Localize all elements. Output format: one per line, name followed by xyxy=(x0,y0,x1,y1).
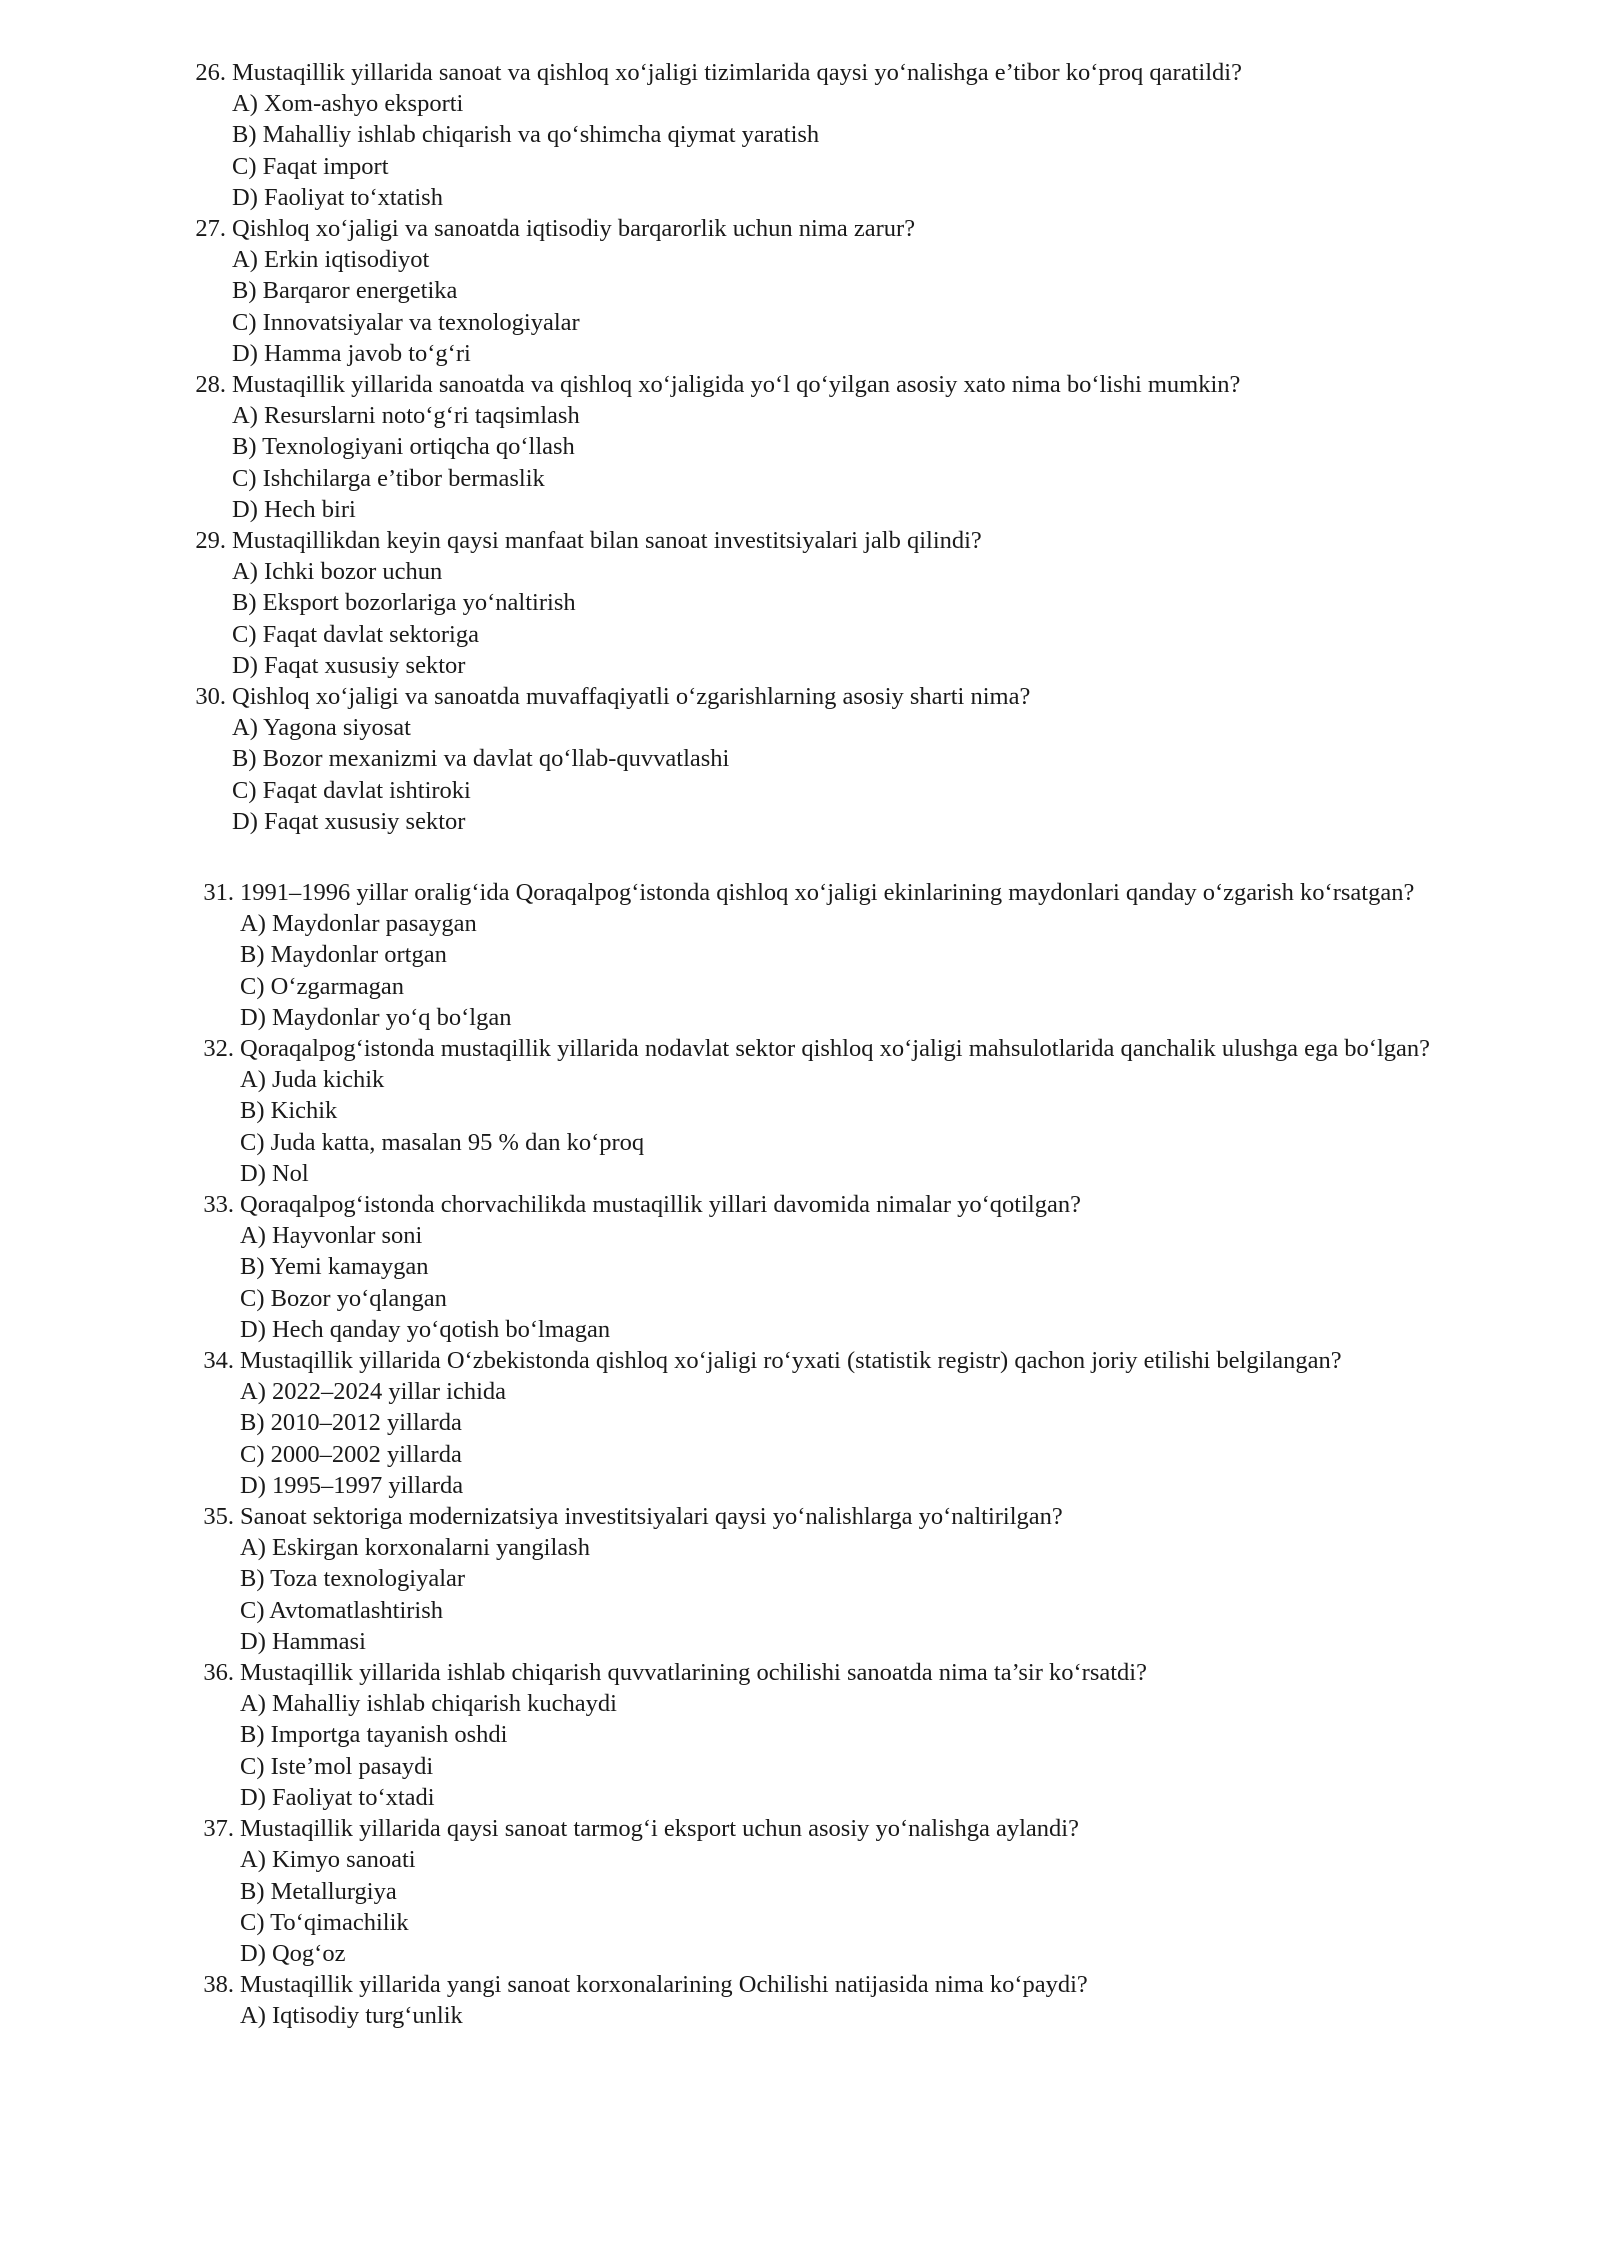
question-body xyxy=(232,369,1482,525)
answer-option: A) Yagona siyosat xyxy=(232,714,411,742)
question-text: Mustaqillik yillarida sanoat va qishloq xo‘jaligi tizimlarida qaysi yo‘nalishga e’tibor ko‘proq qaratildi? xyxy=(232,59,1242,86)
question-body xyxy=(240,1657,1490,1813)
question-item xyxy=(190,1657,1490,1813)
question-number: 30. xyxy=(195,683,226,711)
question-text: 1991–1996 yillar oralig‘ida Qoraqalpog‘istonda qishloq xo‘jaligi ekinlarining maydonlari qanday o‘zgarish ko‘rsatgan? xyxy=(240,879,1415,906)
answer-option: A) Maydonlar pasaygan xyxy=(240,910,477,938)
answer-option: B) Barqaror energetika xyxy=(232,277,458,305)
answer-option: B) Bozor mexanizmi va davlat qo‘llab-quvvatlashi xyxy=(232,745,730,773)
answer-option: D) Faoliyat to‘xtadi xyxy=(240,1783,435,1811)
answer-option: D) Hech biri xyxy=(232,495,356,523)
answer-option: B) Importga tayanish oshdi xyxy=(240,1721,508,1749)
answer-option: C) Juda katta, masalan 95 % dan ko‘proq xyxy=(240,1128,645,1156)
answer-option: D) Hamma javob to‘g‘ri xyxy=(232,339,471,367)
question-item xyxy=(182,213,1482,369)
answer-option: D) 1995–1997 yillarda xyxy=(240,1471,464,1499)
answer-option: A) Iqtisodiy turg‘unlik xyxy=(240,2002,463,2030)
question-item xyxy=(190,1501,1490,1657)
question-number: 27. xyxy=(195,215,226,243)
question-number: 26. xyxy=(195,59,226,86)
answer-option: A) Hayvonlar soni xyxy=(240,1222,423,1250)
question-body xyxy=(240,1501,1490,1657)
answer-option: A) Juda kichik xyxy=(240,1066,385,1094)
question-text: Qoraqalpog‘istonda mustaqillik yillarida nodavlat sektor qishloq xo‘jaligi mahsulotlarida qanchalik ulushga ega bo‘lgan? xyxy=(240,1035,1431,1063)
question-text: Mustaqillik yillarida qaysi sanoat tarmog‘i eksport uchun asosiy yo‘nalishga aylandi? xyxy=(240,1815,1079,1843)
answer-option: D) Nol xyxy=(240,1159,309,1187)
answer-option: C) Iste’mol pasaydi xyxy=(240,1752,434,1780)
question-block-1 xyxy=(182,57,1482,837)
answer-option: D) Faqat xususiy sektor xyxy=(232,807,466,835)
question-text: Qoraqalpog‘istonda chorvachilikda mustaqillik yillari davomida nimalar yo‘qotilgan? xyxy=(240,1191,1081,1219)
answer-option: A) Xom-ashyo eksporti xyxy=(232,90,464,118)
question-number: 28. xyxy=(195,371,226,399)
question-number: 29. xyxy=(195,527,226,555)
answer-option: C) To‘qimachilik xyxy=(240,1908,409,1936)
answer-option: C) O‘zgarmagan xyxy=(240,972,404,1000)
answer-option: A) Kimyo sanoati xyxy=(240,1846,416,1874)
answer-option: D) Faqat xususiy sektor xyxy=(232,651,466,679)
question-item xyxy=(190,1969,1490,2031)
question-body xyxy=(240,877,1490,1033)
question-body xyxy=(240,1033,1490,1189)
question-number: 38. xyxy=(203,1971,234,1999)
answer-option: C) Faqat import xyxy=(232,152,389,180)
answer-option: B) Yemi kamaygan xyxy=(240,1253,429,1281)
question-item xyxy=(182,57,1482,213)
answer-option: A) Resurslarni noto‘g‘ri taqsimlash xyxy=(232,402,580,430)
answer-option: A) Eskirgan korxonalarni yangilash xyxy=(240,1534,590,1562)
question-body xyxy=(240,1345,1490,1501)
answer-option: B) Mahalliy ishlab chiqarish va qo‘shimcha qiymat yaratish xyxy=(232,121,820,149)
answer-option: A) Ichki bozor uchun xyxy=(232,558,443,586)
question-item xyxy=(190,877,1490,1033)
question-body xyxy=(232,213,1482,369)
answer-option: C) Bozor yo‘qlangan xyxy=(240,1284,447,1312)
question-body xyxy=(240,1813,1490,1969)
question-item xyxy=(190,1033,1490,1189)
answer-option: B) 2010–2012 yillarda xyxy=(240,1409,462,1437)
answer-option: C) Faqat davlat sektoriga xyxy=(232,620,479,648)
question-body xyxy=(232,57,1482,213)
answer-option: D) Qog‘oz xyxy=(240,1939,346,1967)
question-text: Qishloq xo‘jaligi va sanoatda muvaffaqiyatli o‘zgarishlarning asosiy sharti nima? xyxy=(232,683,1031,711)
question-text: Mustaqillikdan keyin qaysi manfaat bilan sanoat investitsiyalari jalb qilindi? xyxy=(232,527,982,555)
question-number: 31. xyxy=(203,879,234,906)
question-text: Mustaqillik yillarida ishlab chiqarish quvvatlarining ochilishi sanoatda nima ta’sir ko‘rsatdi? xyxy=(240,1659,1147,1687)
answer-option: C) Avtomatlashtirish xyxy=(240,1596,444,1624)
answer-option: A) 2022–2024 yillar ichida xyxy=(240,1378,507,1406)
answer-option: B) Texnologiyani ortiqcha qo‘llash xyxy=(232,433,575,461)
answer-option: D) Hammasi xyxy=(240,1627,366,1655)
answer-option: C) Innovatsiyalar va texnologiyalar xyxy=(232,308,580,336)
question-text: Mustaqillik yillarida O‘zbekistonda qishloq xo‘jaligi ro‘yxati (statistik registr) qachon joriy etilishi belgilangan? xyxy=(240,1347,1342,1375)
question-number: 34. xyxy=(203,1347,234,1375)
question-number: 35. xyxy=(203,1503,234,1531)
question-number: 37. xyxy=(203,1815,234,1843)
answer-option: B) Kichik xyxy=(240,1097,338,1125)
answer-option: C) Ishchilarga e’tibor bermaslik xyxy=(232,464,545,492)
answer-option: A) Erkin iqtisodiyot xyxy=(232,246,430,274)
question-text: Mustaqillik yillarida yangi sanoat korxonalarining Ochilishi natijasida nima ko‘paydi? xyxy=(240,1971,1088,1999)
question-body xyxy=(232,681,1482,837)
answer-option: B) Maydonlar ortgan xyxy=(240,941,447,969)
question-item xyxy=(182,681,1482,837)
question-number: 36. xyxy=(203,1659,234,1687)
question-number: 33. xyxy=(203,1191,234,1219)
answer-option: D) Faoliyat to‘xtatish xyxy=(232,183,443,211)
question-body xyxy=(232,525,1482,681)
answer-option: C) 2000–2002 yillarda xyxy=(240,1440,462,1468)
answer-option: D) Hech qanday yo‘qotish bo‘lmagan xyxy=(240,1315,611,1343)
answer-option: B) Eksport bozorlariga yo‘naltirish xyxy=(232,589,576,617)
answer-option: B) Metallurgiya xyxy=(240,1877,397,1905)
question-text: Mustaqillik yillarida sanoatda va qishloq xo‘jaligida yo‘l qo‘yilgan asosiy xato nima bo‘lishi mumkin? xyxy=(232,371,1241,399)
question-block-2 xyxy=(190,877,1490,2032)
question-item xyxy=(182,525,1482,681)
question-item xyxy=(190,1189,1490,1345)
answer-option: B) Toza texnologiyalar xyxy=(240,1565,466,1593)
question-body xyxy=(240,1969,1490,2031)
question-item xyxy=(182,369,1482,525)
answer-option: A) Mahalliy ishlab chiqarish kuchaydi xyxy=(240,1690,617,1718)
question-number: 32. xyxy=(203,1035,234,1063)
question-item xyxy=(190,1345,1490,1501)
answer-option: C) Faqat davlat ishtiroki xyxy=(232,776,471,804)
question-text: Sanoat sektoriga modernizatsiya investitsiyalari qaysi yo‘nalishlarga yo‘naltirilgan? xyxy=(240,1503,1063,1531)
answer-option: D) Maydonlar yo‘q bo‘lgan xyxy=(240,1003,512,1031)
question-text: Qishloq xo‘jaligi va sanoatda iqtisodiy barqarorlik uchun nima zarur? xyxy=(232,215,916,243)
question-item xyxy=(190,1813,1490,1969)
question-body xyxy=(240,1189,1490,1345)
